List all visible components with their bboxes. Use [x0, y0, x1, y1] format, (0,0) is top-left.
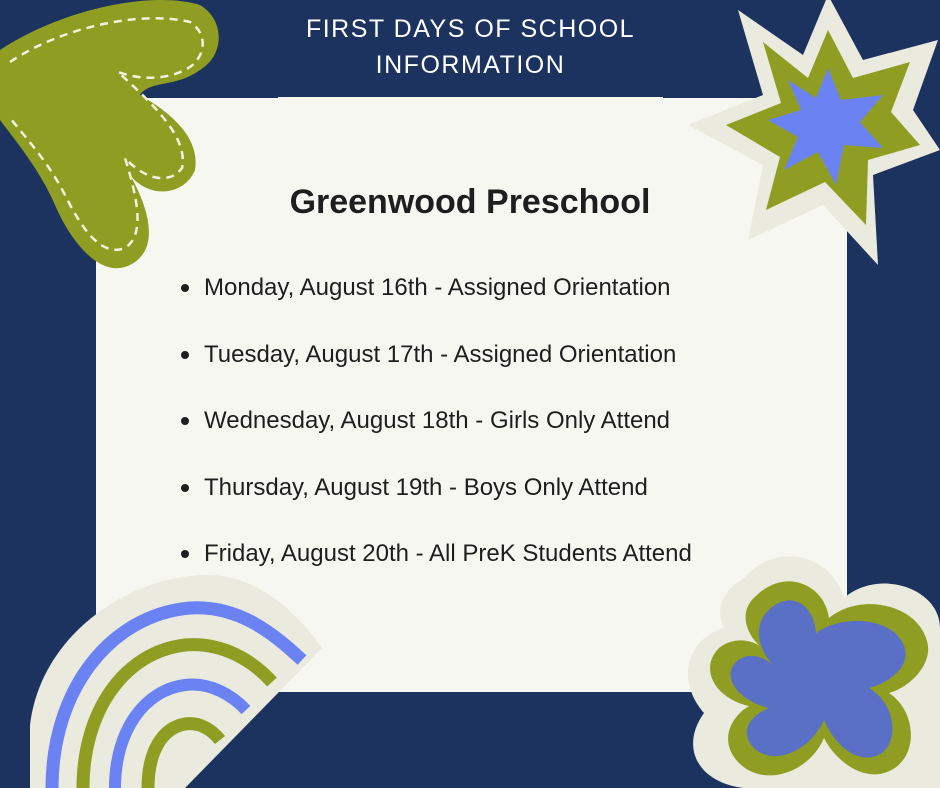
- schedule-item-text: Wednesday, August 18th - Girls Only Attend: [204, 407, 671, 435]
- rainbow-sticker-icon: [0, 560, 330, 788]
- heart-sticker-icon: [0, 0, 240, 280]
- schedule-item: [181, 521, 692, 588]
- star-sticker-icon: [688, 0, 940, 268]
- schedule-list: [181, 255, 692, 588]
- schedule-item-text: Tuesday, August 17th - Assigned Orientation: [204, 340, 677, 368]
- schedule-item-text: Thursday, August 19th - Boys Only Attend: [204, 473, 648, 501]
- page-title: FIRST DAYS OF SCHOOL INFORMATION: [305, 14, 636, 79]
- bullet-icon: [181, 284, 189, 292]
- flower-sticker-icon: [684, 548, 940, 788]
- bullet-icon: [181, 484, 189, 492]
- schedule-item: [181, 455, 692, 522]
- header-banner: [278, 0, 663, 100]
- schedule-item: [181, 322, 692, 389]
- schedule-item: [181, 388, 692, 455]
- schedule-item-text: Monday, August 16th - Assigned Orientation: [204, 274, 671, 302]
- bullet-icon: [181, 550, 189, 558]
- bullet-icon: [181, 417, 189, 425]
- bullet-icon: [181, 351, 189, 359]
- school-name-heading: Greenwood Preschool: [289, 183, 651, 221]
- schedule-item-text: Friday, August 20th - All PreK Students Attend: [204, 540, 692, 568]
- schedule-item: [181, 255, 692, 322]
